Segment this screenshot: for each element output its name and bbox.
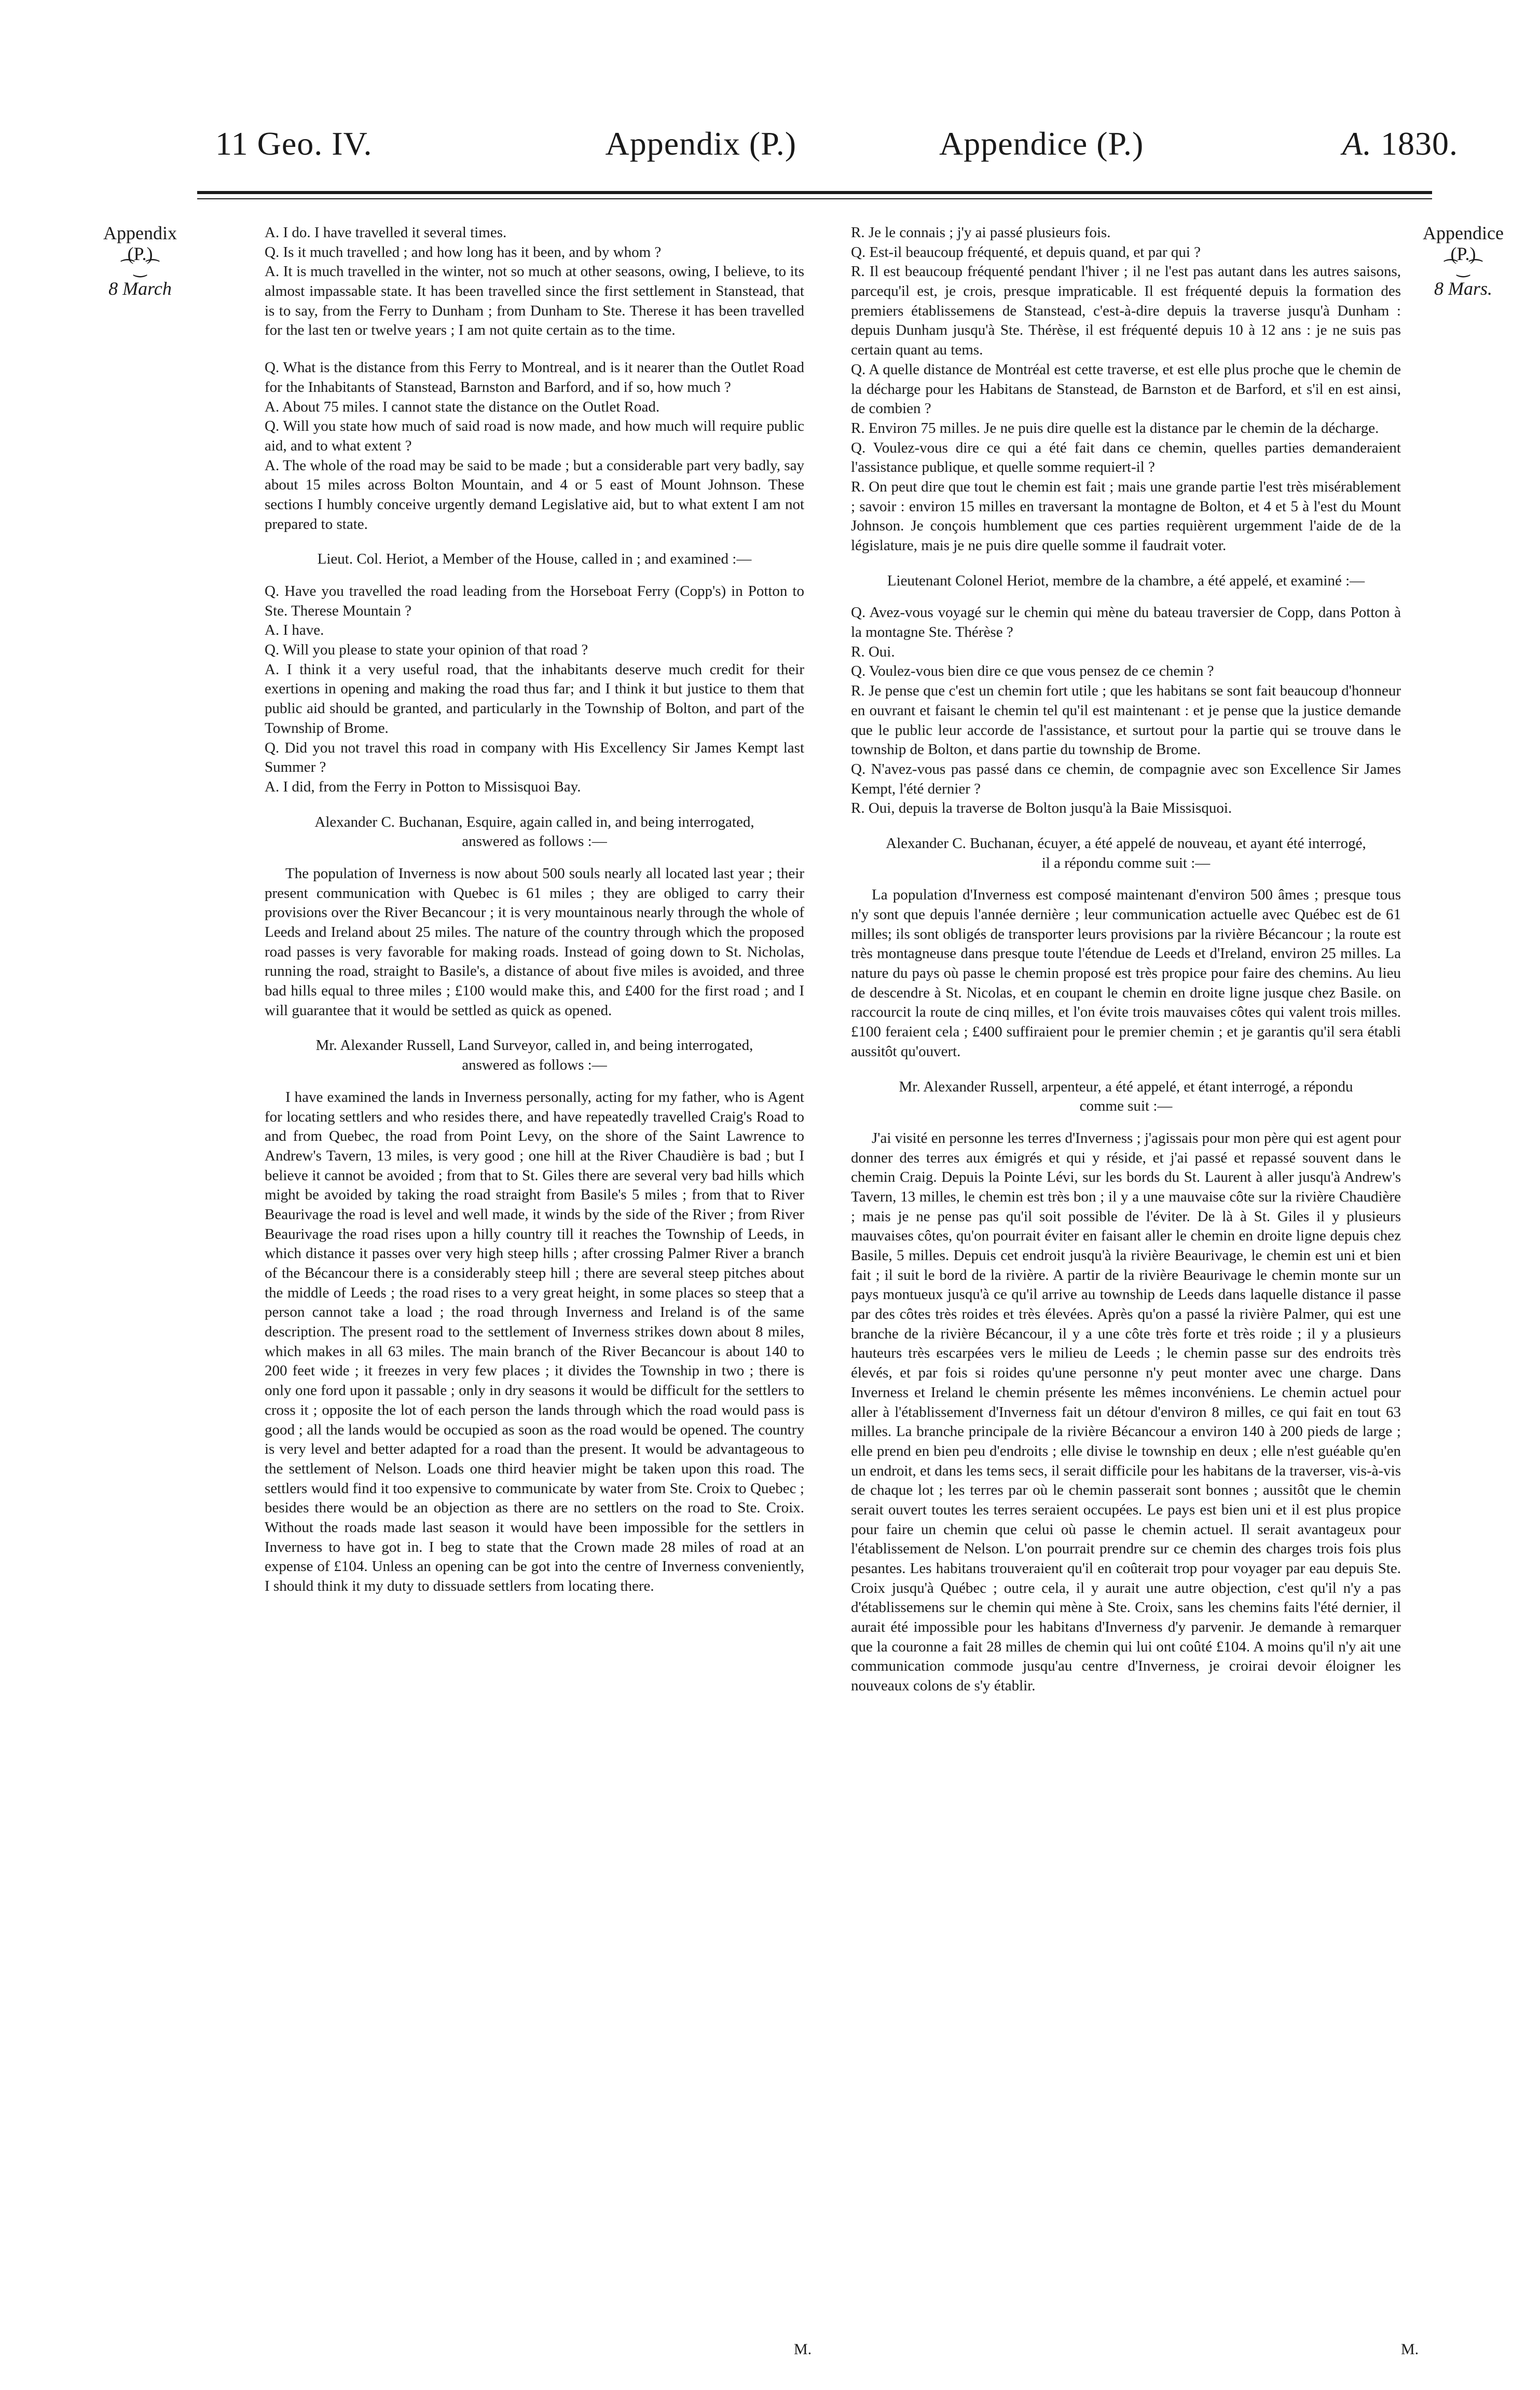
- year-label: [1342, 125, 1458, 163]
- section-heading: Mr. Alexander Russell, arpenteur, a été appelé, et étant interrogé, a répondu comme suit :—: [899, 1078, 1353, 1115]
- paragraph: Q. Voulez-vous bien dire ce que vous pensez de ce chemin ?: [851, 663, 1214, 680]
- paragraph: Q. Voulez-vous dire ce qui a été fait dans ce chemin, quelles parties demanderaient l'assistance publique, et quelle somme requiert-il ?: [851, 439, 1401, 476]
- year-prefix: A.: [1342, 125, 1372, 162]
- header-rule: [197, 191, 1432, 194]
- paragraph: A. I did, from the Ferry in Potton to Missisquoi Bay.: [265, 778, 581, 795]
- margin-date: 8 Mars.: [1434, 278, 1492, 299]
- margin-note-left: [88, 223, 192, 299]
- section-heading: Lieutenant Colonel Heriot, membre de la chambre, a été appelé, et examiné :—: [887, 572, 1365, 589]
- french-column: [851, 223, 1401, 1696]
- paragraph: R. On peut dire que tout le chemin est fait ; mais une grande partie l'est très misérablement ; savoir : environ 15 milles en traversant la montagne de Bolton, et 4 et 5 à l'est du Mount Johnson. Je conçois humblement que ces parties requièrent urgemment l'aide de de la législature, mais je ne puis dire quelle somme il faudrait voter.: [851, 478, 1401, 554]
- paragraph: Q. N'avez-vous pas passé dans ce chemin, de compagnie avec son Excellence Sir James Kempt, l'été dernier ?: [851, 760, 1401, 797]
- paragraph: Q. Will you please to state your opinion of that road ?: [265, 641, 588, 659]
- paragraph: A. The whole of the road may be said to be made ; but a considerable part very badly, say about 15 miles across Bolton Mountain, and 4 or 5 east of Mount Johnson. These sections I humbly conceive urgently demand Legislative aid, but to what extent I am not prepared to state.: [265, 457, 804, 532]
- running-head-left: [215, 125, 796, 163]
- margin-sub: (P.): [1450, 243, 1476, 264]
- paragraph: R. Je pense que c'est un chemin fort utile ; que les habitans se sont fait beaucoup d'honneur en ouvrant et faisant le chemin tel qu'il est maintenant : et je pense que la justice demande que le public leur accorde de l'assistance, et surtout pour la partie qui se trouve dans le township de Bolton, et dans partie du township de Brome.: [851, 682, 1401, 758]
- appendix-title-fr: Appendice (P.): [939, 125, 1144, 162]
- paragraph: R. Il est beaucoup fréquenté pendant l'hiver ; il ne l'est pas autant dans les autres saisons, parcequ'il est, je crois, presque impraticable. Il est fréquenté depuis la formation des premiers établissemens de Stanstead, c'est-à-dire depuis la traverse jusqu'à Dunham : depuis Dunham jusqu'à Ste. Thérèse, il est fréquenté depuis 10 à 12 ans : je ne suis pas certain quant au tems.: [851, 263, 1401, 359]
- margin-sub: (P.): [127, 243, 153, 264]
- section-heading: Lieut. Col. Heriot, a Member of the House, called in ; and examined :—: [317, 551, 752, 568]
- margin-label: Appendix: [103, 223, 177, 243]
- year-value: 1830.: [1381, 125, 1458, 162]
- paragraph: Q. Did you not travel this road in company with His Excellency Sir James Kempt last Summer ?: [265, 739, 804, 776]
- paragraph: R. Oui, depuis la traverse de Bolton jusqu'à la Baie Missisquoi.: [851, 800, 1232, 817]
- paragraph: A. I have.: [265, 622, 324, 639]
- catchword-right: M.: [1401, 2341, 1419, 2358]
- section-heading: Mr. Alexander Russell, Land Surveyor, called in, and being interrogated, answered as follows :—: [315, 1037, 753, 1074]
- margin-date: 8 March: [108, 278, 172, 299]
- section-heading: Alexander C. Buchanan, écuyer, a été appelé de nouveau, et ayant été interrogé, il a répondu comme suit :—: [886, 835, 1366, 871]
- paragraph: A. I do. I have travelled it several times.: [265, 224, 507, 241]
- header-rule-thin: [197, 198, 1432, 199]
- paragraph: Q. Have you travelled the road leading from the Horseboat Ferry (Copp's) in Potton to Ste. Therese Mountain ?: [265, 583, 804, 619]
- paragraph: The population of Inverness is now about 500 souls nearly all located last year ; their present communication with Quebec is 61 miles ; they are obliged to carry their provisions over the River Becancour ; it is very mountainous nearly through the whole of Leeds and Ireland about 25 miles. The nature of the country through which the proposed road passes is very favorable for making roads. Instead of going down to St. Nicholas, running the road, straight to Basile's, a distance of about five miles is avoided, and three bad hills equal to three miles ; £100 would make this, and £400 for the first road ; and I will guarantee that it would be settled as quick as opened.: [265, 865, 804, 1019]
- paragraph: J'ai visité en personne les terres d'Inverness ; j'agissais pour mon père qui est agent pour donner des terres aux émigrés et qui y réside, et j'ai passé et repassé souvent dans le chemin Craig. Depuis la Pointe Lévi, sur les bords du St. Laurent à aller jusqu'à Andrew's Tavern, 13 milles, le chemin est très bon ; il y a une mauvaise côte sur la rivière Chaudière ; mais je ne pense pas qu'il soit possible de l'éviter. De là à St. Giles il y plusieurs mauvaises côtes, qu'on pourrait éviter en faisant aller le chemin en droite ligne depuis chez Basile, 5 milles. Depuis cet endroit jusqu'à la rivière Beaurivage, le chemin est uni et bien fait ; il suit le bord de la rivière. A partir de la rivière Beaurivage le chemin monte sur un pays montueux jusqu'à ce qu'il arrive au township de Leeds dans laquelle distance il passe par des côtes très roides et très élevées. Après qu'on a passé la rivière Palmer, qui est une branche de la rivière Bécancour, il y a une côte très forte et très roide ; il y a plusieurs hauteurs très escarpées vers le milieu de Leeds ; le chemin passe sur des endroits très élevés, et par fois si roides qu'une personne n'y peut monter avec une charge. Dans Inverness et Ireland le chemin présente les mêmes inconvéniens. Le chemin actuel pour aller à l'établissement d'Inverness fait un détour d'environ 8 milles, ce qui fait en tout 63 milles. La branche principale de la rivière Bécancour a environ 140 à 200 pieds de large ; elle prend en bien peu d'endroits ; elle divise le township en deux ; elle n'est guéable qu'en un endroit, et dans les tems secs, il serait difficile pour les habitans de la traverser, vis-à-vis de chaque lot ; les terres par où le chemin passerait sont bonnes ; aussitôt que le chemin serait ouvert toutes les terres seraient occupées. Le pays est bien uni et il est plus propice pour faire un chemin que celui où passe le chemin actuel. Il serait avantageux pour l'établissement de Nelson. L'on pourrait prendre sur ce chemin des charges trois fois plus pesantes. Les habitans trouveraient qu'il en coûterait trop pour voyager par eau depuis Ste. Croix jusqu'à Québec ; outre cela, il y aurait une autre objection, c'est qu'il n'y a pas d'établissemens sur le chemin qui mène à Ste. Croix, sans les chemins faits l'été dernier, il aurait été impossible pour les habitans d'Inverness d'y parvenir. Je demande à remarquer que la couronne a fait 28 milles de chemin qui lui ont coûté £104. A moins qu'il n'y ait une communication commode jusqu'au centre d'Inverness, je croirai devoir éloigner les nouveaux colons de s'y établir.: [851, 1129, 1401, 1695]
- english-column: [265, 223, 804, 1596]
- paragraph: A. It is much travelled in the winter, not so much at other seasons, owing, I believe, to its almost impassable state. It has been travelled since the first settlement in Stanstead, that is to say, from the Ferry to Dunham ; from Dunham to Ste. Therese it has been travelled for the last ten or twelve years ; I am not quite certain as to the time.: [265, 263, 804, 339]
- margin-label: Appendice: [1423, 223, 1504, 243]
- paragraph: Q. Avez-vous voyagé sur le chemin qui mène du bateau traversier de Copp, dans Potton à la montagne Ste. Thérèse ?: [851, 604, 1401, 641]
- running-head-right: [939, 125, 1458, 163]
- paragraph: Q. Will you state how much of said road is now made, and how much will require public aid, and to what extent ?: [265, 418, 804, 454]
- paragraph: A. I think it a very useful road, that the inhabitants deserve much credit for their exertions in opening and making the road thus far; and I think it but justice to them that public aid should be granted, and particularly in the Township of Bolton, and part of the Township of Brome.: [265, 661, 804, 736]
- paragraph: I have examined the lands in Inverness personally, acting for my father, who is Agent for locating settlers and who resides there, and have repeatedly travelled Craig's Road to and from Quebec, the road from Point Levy, on the shore of the Saint Lawrence to Andrew's Tavern, 13 miles, is very good ; one hill at the River Chaudière is bad ; but I believe it cannot be avoided ; from that to St. Giles there are several very bad hills which might be avoided by taking the road straight from Basile's 5 miles ; from that to River Beaurivage the road is level and well made, it winds by the side of the River ; from River Beaurivage the road rises upon a hilly country till it reaches the Township of Leeds, in which distance it passes over very high steep hills ; after crossing Palmer River a branch of the Bécancour there is a considerably steep hill ; there are several steep pitches about the middle of Leeds ; the road rises to a very great height, in some places so steep that a person cannot take a load ; the road through Inverness and Ireland is of the same description. The present road to the settlement of Inverness strikes down about 8 miles, which makes in all 63 miles. The main branch of the River Becancour is about 140 to 200 feet wide ; it freezes in very few places ; it divides the Township in two ; there is only one ford upon it passable ; only in dry seasons it would be difficult for the settlers to cross it ; opposite the lot of each person the lands through which the road would pass is good ; all the lands would be occupied as soon as the road would be opened. The country is very level and better adapted for a road than the present. It would be advantageous to the settlement of Nelson. Loads one third heavier might be taken upon this road. The settlers would find it too expensive to communicate by water from Ste. Croix to Quebec ; besides there would be an objection as there are no settlers on the road to Ste. Croix. Without the roads made last season it would have been impossible for the settlers in Inverness to have got in. I beg to state that the Crown made 28 miles of road at an expense of £104. Unless an opening can be got into the centre of Inverness conveniently, I should think it my duty to dissuade settlers from locating there.: [265, 1088, 804, 1594]
- paragraph: R. Oui.: [851, 643, 895, 660]
- margin-note-right: [1411, 223, 1515, 299]
- catchword-left: M.: [794, 2341, 812, 2358]
- session-label: 11 Geo. IV.: [215, 125, 373, 162]
- swash-ornament: ⁀‿⁀: [1444, 260, 1482, 278]
- paragraph: R. Environ 75 milles. Je ne puis dire quelle est la distance par le chemin de la décharge.: [851, 419, 1379, 436]
- appendix-title-en: Appendix (P.): [605, 125, 796, 162]
- swash-ornament: ⁀‿⁀: [121, 260, 159, 278]
- paragraph: A. About 75 miles. I cannot state the distance on the Outlet Road.: [265, 398, 660, 415]
- section-heading: Alexander C. Buchanan, Esquire, again called in, and being interrogated, answered as follows :—: [314, 813, 754, 850]
- paragraph: La population d'Inverness est composé maintenant d'environ 500 âmes ; presque tous n'y sont que depuis l'année dernière ; leur communication actuelle avec Québec est de 61 milles; ils sont obligés de transporter leurs provisions par la rivière Bécancour ; la route est très montagneuse dans presque toute l'étendue de Leeds et d'Ireland, environ 25 milles. La nature du pays où passe le chemin proposé est très propice pour faire des chemins. Au lieu de descendre à St. Nicolas, et en coupant le chemin en droite ligne jusque chez Basile. on raccourcit la route de cinq milles, et l'on évite trois mauvaises côtes qui valent trois milles. £100 feraient cela ; £400 suffiraient pour le premier chemin ; et je garantis qu'il sera établi aussitôt qu'ouvert.: [851, 886, 1401, 1060]
- paragraph: R. Je le connais ; j'y ai passé plusieurs fois.: [851, 224, 1111, 241]
- paragraph: Q. Est-il beaucoup fréquenté, et depuis quand, et par qui ?: [851, 243, 1201, 261]
- paragraph: Q. What is the distance from this Ferry to Montreal, and is it nearer than the Outlet Road for the Inhabitants of Stanstead, Barnston and Barford, and if so, how much ?: [265, 359, 804, 395]
- paragraph: Q. Is it much travelled ; and how long has it been, and by whom ?: [265, 243, 662, 261]
- paragraph: Q. A quelle distance de Montréal est cette traverse, et est elle plus proche que le chemin de la décharge pour les Habitans de Stanstead, de Barnston et de Barford, et s'il en est ainsi, de combien ?: [851, 361, 1401, 417]
